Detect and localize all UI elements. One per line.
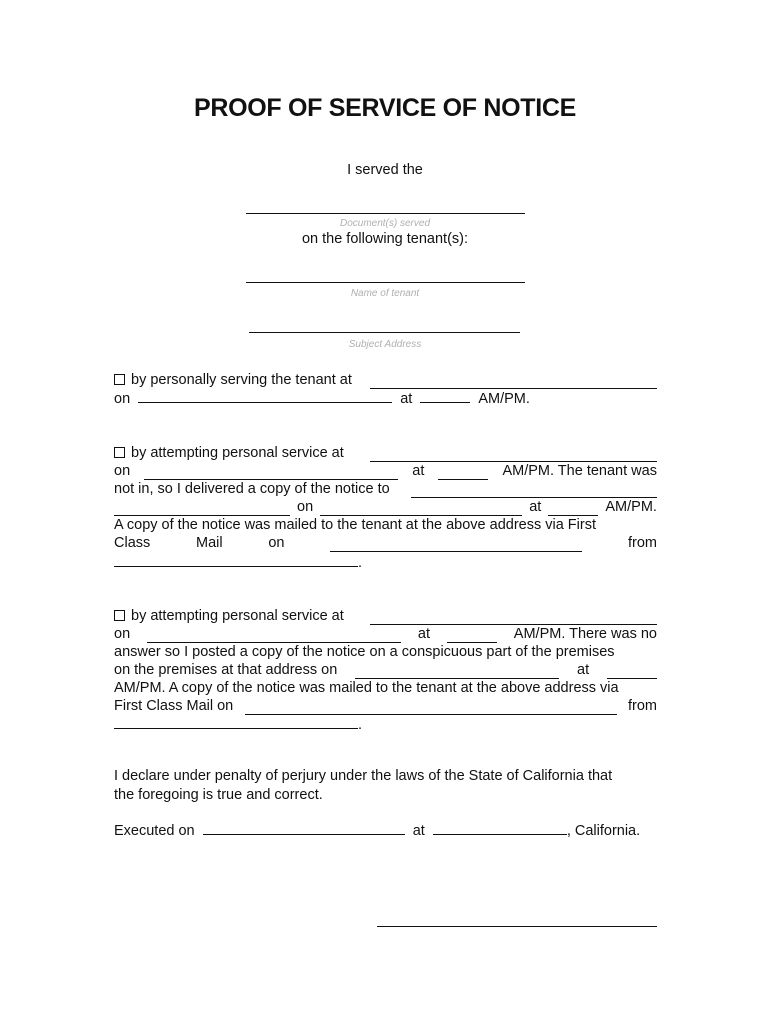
option1-line1: by personally serving the tenant at xyxy=(114,371,657,389)
document-served-field[interactable] xyxy=(246,213,525,214)
executed-date-field[interactable] xyxy=(203,821,405,835)
option1-line2: on at AM/PM. xyxy=(114,391,530,407)
option2-line1: by attempting personal service at xyxy=(114,444,657,462)
executed-line: Executed on at , California. xyxy=(114,823,641,839)
signature-line[interactable] xyxy=(377,926,657,927)
option2-date-field[interactable] xyxy=(144,466,398,480)
option1-checkbox[interactable] xyxy=(114,374,125,385)
option3-date-field[interactable] xyxy=(147,629,401,643)
option3-address-field[interactable] xyxy=(370,611,657,625)
option3-checkbox[interactable] xyxy=(114,610,125,621)
subject-address-caption: Subject Address xyxy=(348,339,422,350)
option3-mail-date-field[interactable] xyxy=(245,701,617,715)
option3-line3: answer so I posted a copy of the notice on a conspicuous part of the premises xyxy=(114,644,615,660)
option3-line4: on the premises at that address on at xyxy=(114,661,657,679)
option1-date-field[interactable] xyxy=(138,389,392,403)
option2-line4: on at AM/PM. xyxy=(114,498,657,516)
option2-line5: A copy of the notice was mailed to the tenant at the above address via First xyxy=(114,517,596,533)
option3-time-field[interactable] xyxy=(447,629,497,643)
option2-mail-from-field[interactable] xyxy=(114,553,358,567)
served-label: I served the xyxy=(347,162,423,178)
executed-city-field[interactable] xyxy=(433,821,567,835)
option2-line2: on at AM/PM. The tenant was xyxy=(114,463,657,479)
option2-time-field[interactable] xyxy=(438,466,488,480)
option2-address-field[interactable] xyxy=(370,448,657,462)
option3-posted-time-field[interactable] xyxy=(607,665,657,679)
option3-line5: AM/PM. A copy of the notice was mailed to the tenant at the above address via xyxy=(114,680,619,696)
option2-delivered-date-field[interactable] xyxy=(320,502,522,516)
tenant-name-field[interactable] xyxy=(246,282,525,283)
declaration-line1: I declare under penalty of perjury under the laws of the State of California that xyxy=(114,768,613,784)
tenant-name-caption: Name of tenant xyxy=(350,288,420,299)
option2-checkbox[interactable] xyxy=(114,447,125,458)
option3-line2: on at AM/PM. There was no xyxy=(114,626,657,642)
option3-line1: by attempting personal service at xyxy=(114,607,657,625)
option1-address-field[interactable] xyxy=(370,375,657,389)
option1-time-field[interactable] xyxy=(420,389,470,403)
option2-person-field[interactable] xyxy=(114,502,290,516)
page-title: PROOF OF SERVICE OF NOTICE xyxy=(193,94,577,122)
option3-posted-date-field[interactable] xyxy=(355,665,559,679)
option2-line6: Class Mail on from xyxy=(114,535,657,551)
option2-line7: . xyxy=(114,553,657,572)
option2-delivered-time-field[interactable] xyxy=(548,502,598,516)
document-served-caption: Document(s) served xyxy=(339,218,431,229)
tenants-label: on the following tenant(s): xyxy=(301,231,469,247)
option3-line7: . xyxy=(114,715,657,734)
option3-mail-from-field[interactable] xyxy=(114,715,358,729)
declaration-line2: the foregoing is true and correct. xyxy=(114,787,323,803)
option2-line3: not in, so I delivered a copy of the notice to xyxy=(114,480,657,498)
option2-delivered-to-field[interactable] xyxy=(411,484,657,498)
option2-mail-date-field[interactable] xyxy=(330,538,582,552)
subject-address-field[interactable] xyxy=(249,332,520,333)
option3-line6: First Class Mail on from xyxy=(114,698,657,714)
